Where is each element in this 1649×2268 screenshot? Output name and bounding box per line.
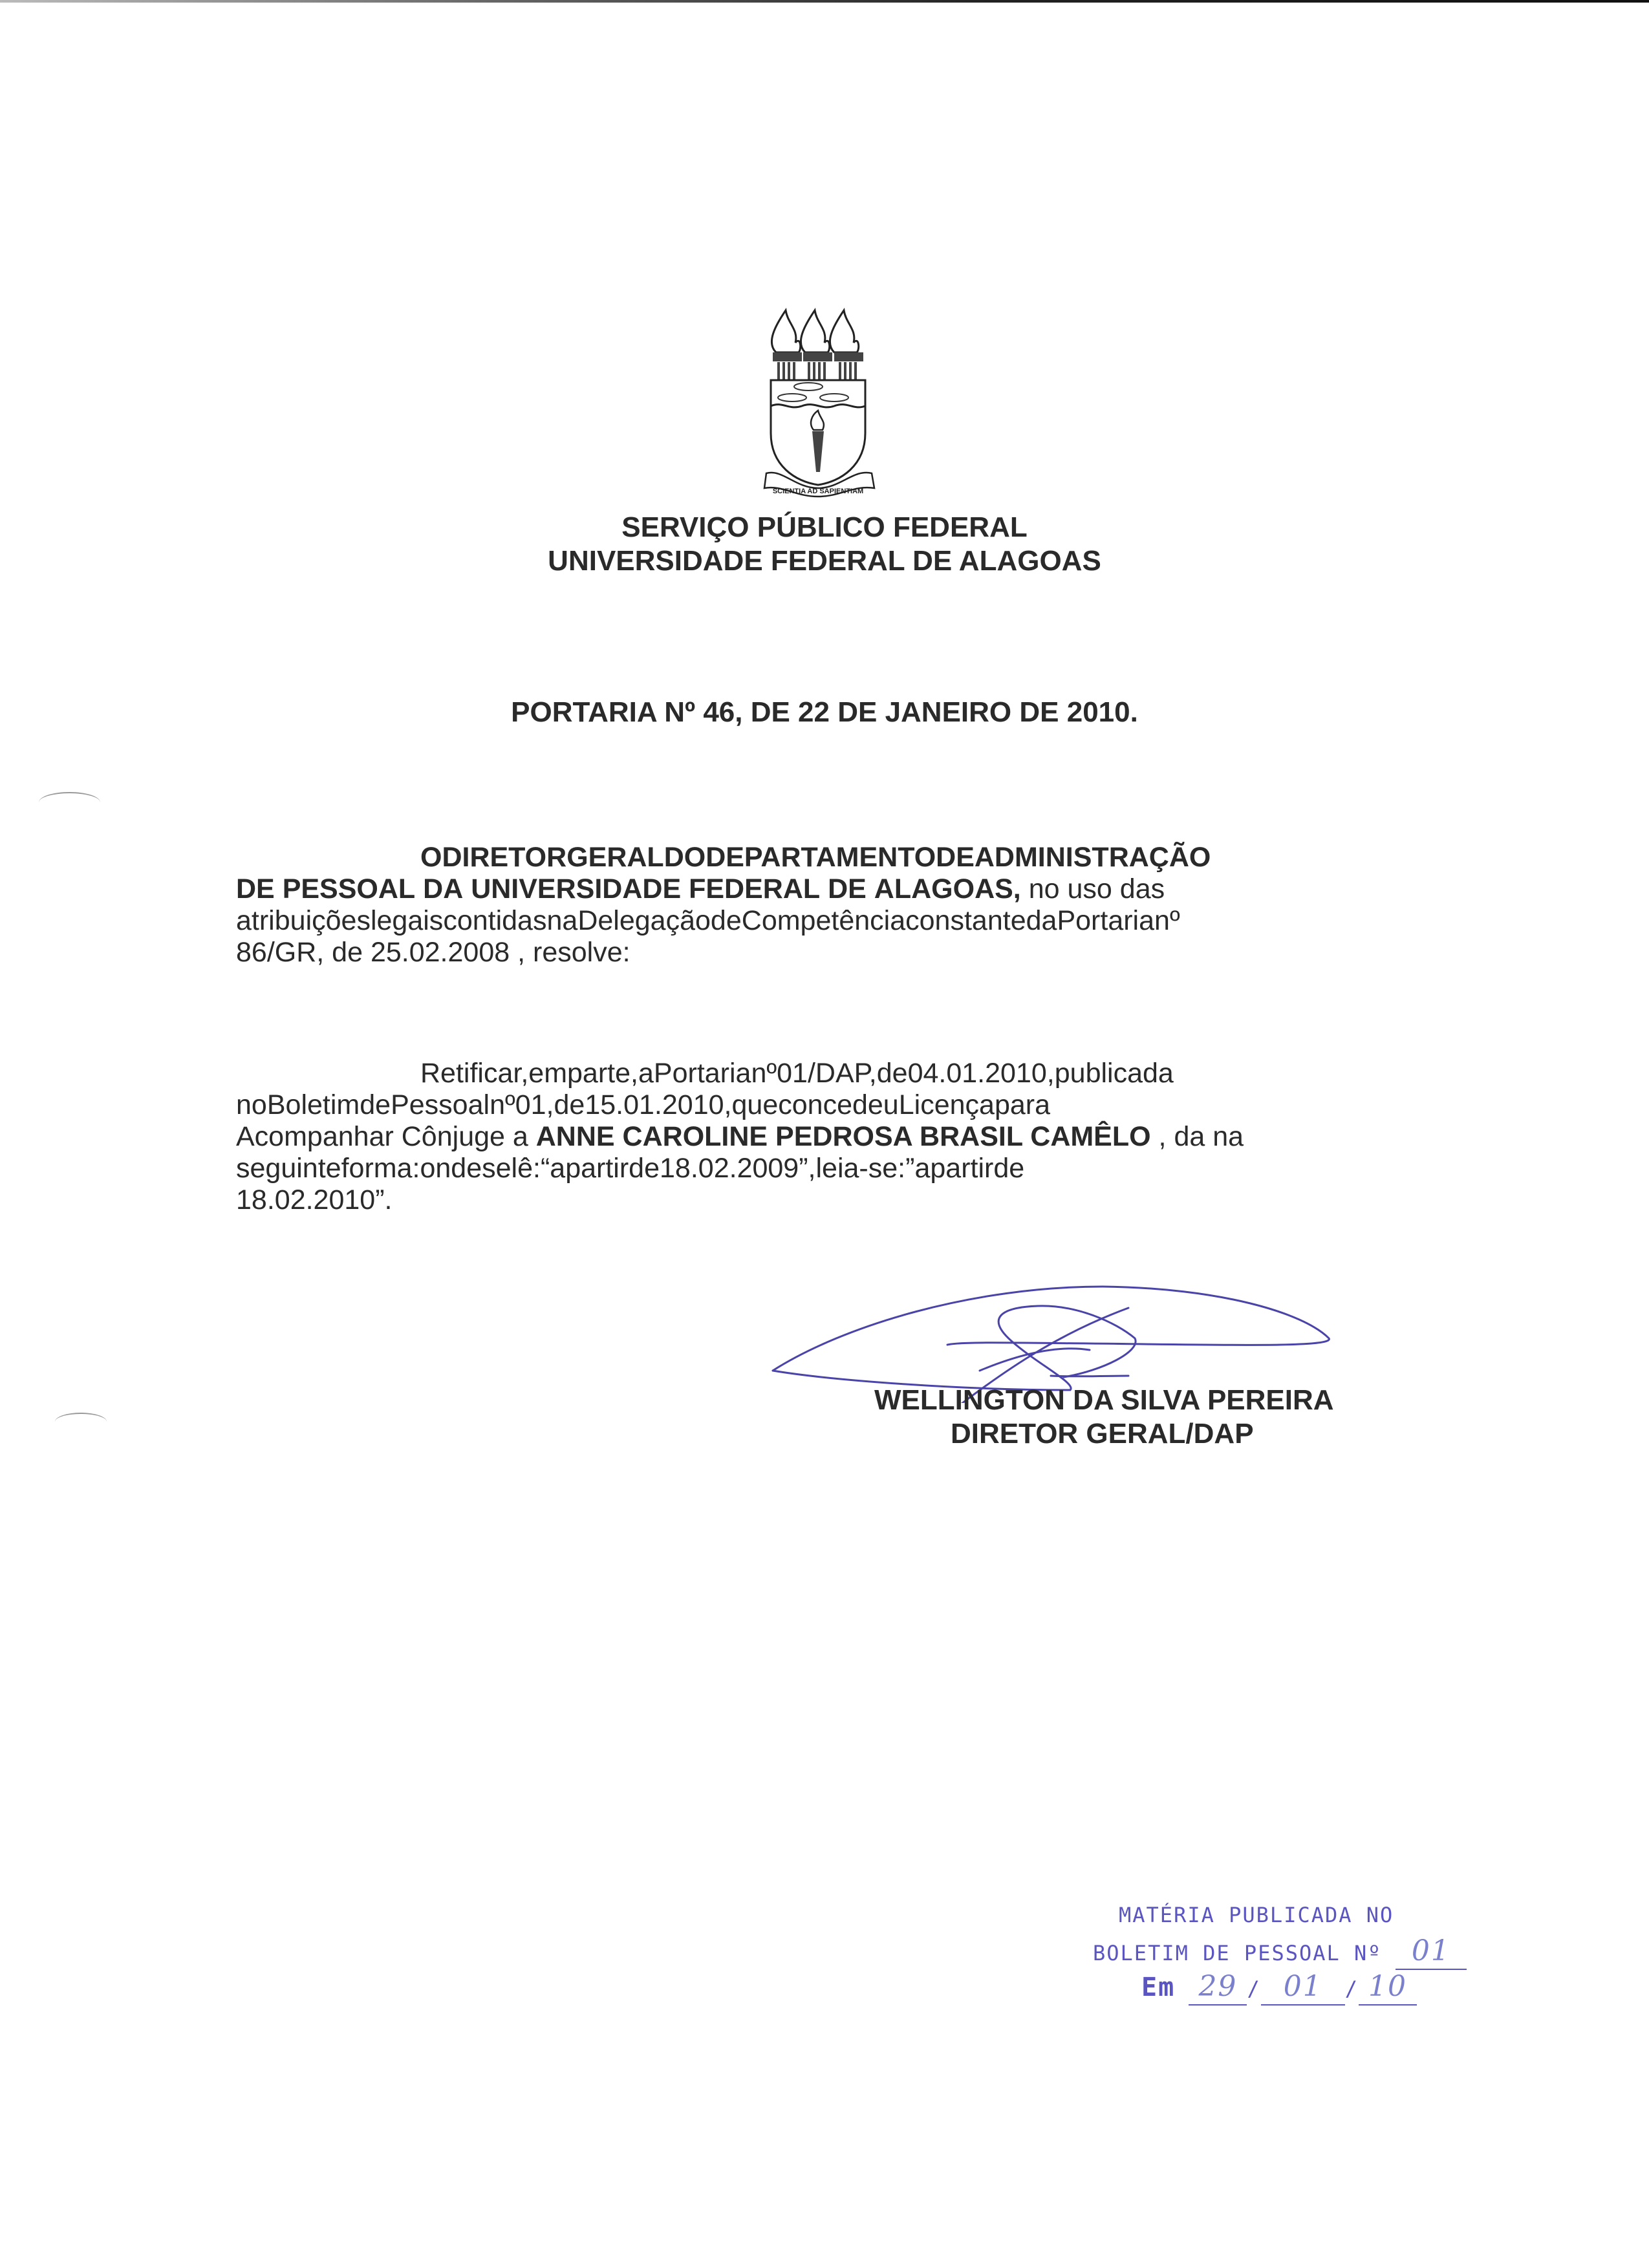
- word: seguinte: [236, 1153, 341, 1184]
- word: de: [710, 905, 742, 936]
- word: parte,: [567, 1058, 638, 1089]
- word: de: [993, 1153, 1025, 1184]
- preamble-line-1: [236, 842, 1400, 873]
- stamp-date-line: Em 29 / 01 / 10: [1093, 1969, 1507, 2004]
- body-line-3: [236, 1121, 1400, 1153]
- body-paragraph: [236, 1058, 1400, 1216]
- word: 18.02.2009”,: [660, 1153, 816, 1184]
- stamp-year: 10: [1359, 1969, 1417, 2006]
- word: ADMINISTRAÇÃO: [974, 842, 1211, 873]
- word: na: [546, 905, 578, 936]
- preamble-word: no: [1028, 873, 1060, 904]
- body-line-4: [236, 1153, 1400, 1184]
- word: Pessoal: [391, 1089, 490, 1120]
- preamble-line-2: [236, 873, 1400, 905]
- stamp-boletim-label: BOLETIM DE PESSOAL Nº: [1093, 1941, 1382, 1965]
- word: atribuições: [236, 905, 371, 936]
- body-line-1: [236, 1058, 1400, 1089]
- signer-role: DIRETOR GERAL/DAP: [951, 1418, 1254, 1450]
- word: DE: [936, 842, 975, 873]
- word: GERAL: [566, 842, 664, 873]
- stamp-month: 01: [1261, 1969, 1345, 2006]
- word: O: [420, 842, 442, 873]
- word: 04.01.2010,: [907, 1058, 1055, 1089]
- preamble-word: das: [1119, 873, 1165, 904]
- word: partir: [565, 1153, 629, 1184]
- stamp-line-1: MATÉRIA PUBLICADA NO: [1119, 1903, 1394, 1927]
- word: onde: [420, 1153, 482, 1184]
- word: leia-se:”: [815, 1153, 915, 1184]
- word: legais: [370, 905, 444, 936]
- handwritten-signature: [766, 1267, 1348, 1403]
- word: a: [638, 1058, 654, 1089]
- preamble-line-3: [236, 905, 1400, 937]
- body-line-5: 18.02.2010”.: [236, 1184, 393, 1215]
- word: Portaria: [653, 1058, 751, 1089]
- signer-name: WELLINGTON DA SILVA PEREIRA: [874, 1384, 1334, 1416]
- word: de: [554, 1089, 585, 1120]
- letterhead-line-1: SERVIÇO PÚBLICO FEDERAL: [621, 511, 1028, 543]
- word: se: [482, 1153, 512, 1184]
- preamble-bold-word: PESSOAL: [282, 873, 416, 904]
- margin-mark: [55, 1413, 107, 1431]
- preamble-bold-word: DE: [828, 873, 867, 904]
- employee-name: ANNE CAROLINE PEDROSA BRASIL CAMÊLO: [535, 1121, 1151, 1152]
- word: 01,: [515, 1089, 554, 1120]
- preamble-bold-word: DA: [423, 873, 464, 904]
- stamp-date-label: Em: [1141, 1973, 1176, 2002]
- word: nº: [751, 1058, 777, 1089]
- word: em: [528, 1058, 568, 1089]
- word: contidas: [443, 905, 547, 936]
- scan-top-edge: [0, 0, 1649, 3]
- word: Retificar,: [420, 1058, 529, 1089]
- letterhead-line-2: UNIVERSIDADE FEDERAL DE ALAGOAS: [548, 545, 1101, 577]
- word: lê:: [511, 1153, 541, 1184]
- preamble-paragraph: [236, 842, 1400, 968]
- preamble-line-4: 86/GR, de 25.02.2008 , resolve:: [236, 937, 630, 968]
- word: “a: [540, 1153, 566, 1184]
- word: publicada: [1054, 1058, 1174, 1089]
- word: a: [914, 1153, 931, 1184]
- word: nº: [490, 1089, 515, 1120]
- word: que: [731, 1089, 779, 1120]
- word: 15.01.2010,: [585, 1089, 732, 1120]
- letterhead: [0, 511, 1649, 578]
- word: DIRETOR: [442, 842, 567, 873]
- stamp-day: 29: [1189, 1969, 1247, 2006]
- word: nº: [1154, 905, 1180, 936]
- body-line-2: [236, 1089, 1400, 1121]
- preamble-bold-word: FEDERAL: [689, 873, 821, 904]
- signer-block: [828, 1384, 1410, 1451]
- word: DEPARTAMENTO: [706, 842, 936, 873]
- word: Licença: [898, 1089, 995, 1120]
- word: forma:: [341, 1153, 420, 1184]
- word: de: [360, 1089, 391, 1120]
- crest-motto: SCIENTIA AD SAPIENTIAM: [772, 487, 864, 495]
- word: constante: [905, 905, 1026, 936]
- body-text: , da na: [1158, 1121, 1244, 1152]
- word: partir: [930, 1153, 994, 1184]
- word: Delegação: [577, 905, 711, 936]
- word: concedeu: [778, 1089, 899, 1120]
- document-title: PORTARIA Nº 46, DE 22 DE JANEIRO DE 2010.: [511, 696, 1138, 728]
- preamble-bold-word: UNIVERSIDADE: [471, 873, 682, 904]
- word: Competência: [741, 905, 906, 936]
- word: 01/DAP,: [777, 1058, 877, 1089]
- word: Boletim: [266, 1089, 360, 1120]
- word: para: [994, 1089, 1051, 1120]
- word: de: [629, 1153, 660, 1184]
- margin-mark: [39, 792, 100, 813]
- word: da: [1026, 905, 1057, 936]
- stamp-boletim-number: 01: [1396, 1933, 1467, 1970]
- publication-stamp: [1093, 1898, 1507, 2004]
- word: no: [236, 1089, 267, 1120]
- preamble-bold-word: DE: [236, 873, 275, 904]
- word: de: [876, 1058, 908, 1089]
- word: Portaria: [1057, 905, 1155, 936]
- body-text: Acompanhar Cônjuge a: [236, 1121, 528, 1152]
- preamble-bold-word: ALAGOAS,: [874, 873, 1021, 904]
- stamp-line-2: [1093, 1933, 1507, 1969]
- preamble-word: uso: [1067, 873, 1112, 904]
- university-crest-logo: [763, 304, 879, 498]
- word: DO: [663, 842, 706, 873]
